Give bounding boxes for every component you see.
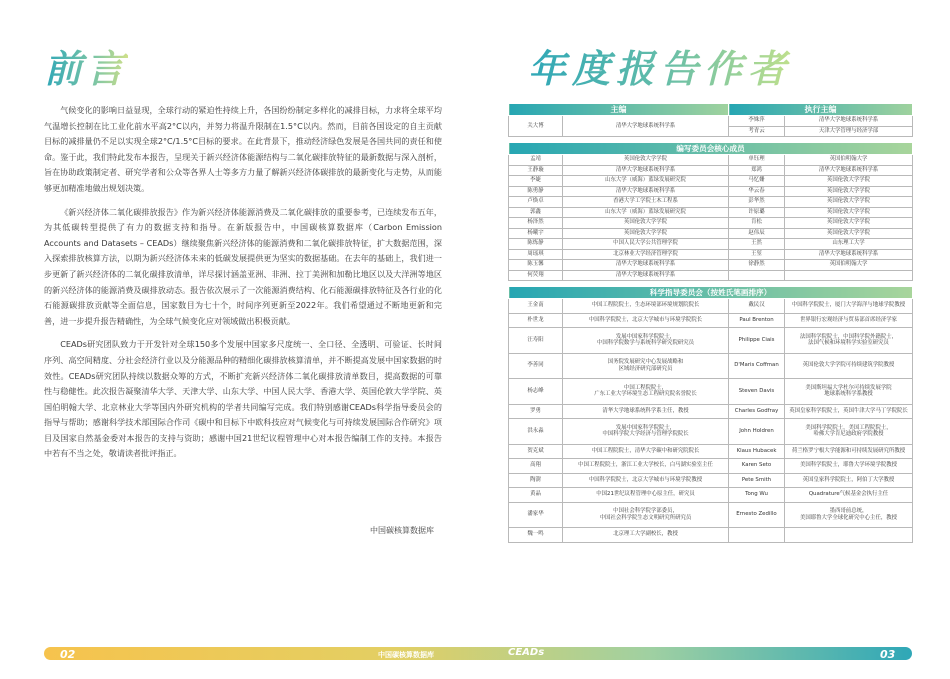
committee-name: 高翔 bbox=[509, 459, 563, 474]
table-row bbox=[509, 287, 913, 299]
table-row bbox=[509, 155, 913, 166]
committee-name: 黄晶 bbox=[509, 488, 563, 503]
member-name: 杨曦宇 bbox=[509, 228, 563, 239]
member-name: 赵伟辰 bbox=[729, 228, 785, 239]
member-name: 陈勇静 bbox=[509, 186, 563, 197]
table-row bbox=[509, 404, 913, 419]
committee-affiliation: 荷兰格罗宁根大学能源和可持续发展研究所教授 bbox=[785, 444, 913, 459]
committee-name: D'Maris Coffman bbox=[729, 353, 785, 379]
member-org: 山东理工大学 bbox=[785, 239, 913, 250]
footer-org: 中国碳核算数据库 bbox=[378, 651, 434, 659]
table-row bbox=[509, 473, 913, 488]
footer-logo-text: CEADs bbox=[508, 647, 545, 658]
committee-name: Pete Smith bbox=[729, 473, 785, 488]
member-org: 英国伦敦大学学院 bbox=[563, 218, 729, 229]
committee-affiliation: 美国斯坦福大学杜尔可持续发展学院 地球系统科学系教授 bbox=[785, 379, 913, 405]
table-row bbox=[509, 186, 913, 197]
member-org: 山东大学（威海）蓝绿发展研究院 bbox=[563, 176, 729, 187]
committee-affiliation: 英国皇家科学院院士，阿伯丁大学教授 bbox=[785, 473, 913, 488]
member-name: 许原璐 bbox=[729, 207, 785, 218]
member-name: 马忆姗 bbox=[729, 176, 785, 187]
preface-signature: 中国碳核算数据库 bbox=[370, 526, 434, 535]
committee-name: Klaus Hubacek bbox=[729, 444, 785, 459]
member-name: 徐静然 bbox=[729, 260, 785, 271]
member-org bbox=[785, 270, 913, 281]
committee-affiliation: 中国工程院院士，浙江工业大学校长，白马湖实验室主任 bbox=[563, 459, 729, 474]
table-row bbox=[509, 104, 913, 116]
committee-affiliation: 中国工程院院士，生态环境部环境规划院院长 bbox=[563, 299, 729, 314]
member-org: 清华大学地球系统科学系 bbox=[563, 165, 729, 176]
table-row bbox=[509, 143, 913, 155]
committee-name: 罗勇 bbox=[509, 404, 563, 419]
member-org: 北京林业大学经济管理学院 bbox=[563, 249, 729, 260]
member-org: 英国伯明翰大学 bbox=[785, 155, 913, 166]
table-row bbox=[509, 459, 913, 474]
member-org: 清华大学地球系统科学系 bbox=[563, 260, 729, 271]
member-org: 英国伦敦大学学院 bbox=[785, 207, 913, 218]
table-row bbox=[509, 353, 913, 379]
table-row bbox=[509, 502, 913, 528]
member-name: 王然 bbox=[729, 239, 785, 250]
member-org: 英国伦敦大学学院 bbox=[785, 186, 913, 197]
member-name: 郭鑫 bbox=[509, 207, 563, 218]
member-name: 周瑶琪 bbox=[509, 249, 563, 260]
committee-affiliation: Quadrature气候基金会执行主任 bbox=[785, 488, 913, 503]
table-row bbox=[509, 419, 913, 445]
member-org: 香港大学工学院土木工程系 bbox=[563, 197, 729, 208]
committee-name: 李善同 bbox=[509, 353, 563, 379]
committee-affiliation: 中国科学院院士，北京大学城市与环境学院院长 bbox=[563, 313, 729, 328]
committee-name: 陶澍 bbox=[509, 473, 563, 488]
table-row bbox=[509, 313, 913, 328]
member-org: 英国伯明翰大学 bbox=[785, 260, 913, 271]
table-row bbox=[509, 299, 913, 314]
committee-affiliation: 中国科学院院士，厦门大学海洋与地球学院教授 bbox=[785, 299, 913, 314]
preface-paragraph: CEADs研究团队致力于开发针对全球150多个发展中国家多尺度统一、全口径、全透明、可验证、长时间序列、高空间精度、分社会经济行业以及分能源品种的精细化碳排放核算清单，并不断提高发展中国家数据的时效性。CEADs研究团队持续以数据众筹的方式，不断扩充新兴经济体二氧化碳排放清单数目，提高数据的可靠性与稳健性。此次报告凝聚清华大学、天津大学、山东大学、中国人民大学、香港大学、英国伦敦大学学院、英国伯明翰大学、北京林业大学等国内外研究机构的学者共同编写完成。我们特别感谢CEADs科学指导委员会的指导与帮助；感谢科学技术部国际合作司《碳中和目标下中欧科技应对气候变化与可持续发展国际合作研究》项目及国家自然基金委对本报告的支持与资助；感谢中国21世纪议程管理中心对本报告编制工作的支持。本报告中若有不当之处，敬请读者批评指正。 bbox=[44, 339, 442, 459]
exec-editor-org: 天津大学管理与经济学部 bbox=[785, 126, 913, 137]
committee-affiliation: 美国科学院院士，耶鲁大学环境学院教授 bbox=[785, 459, 913, 474]
committee-affiliation: 国务院发展研究中心发展战略和 区域经济研究部研究员 bbox=[563, 353, 729, 379]
footer-bar bbox=[44, 647, 912, 660]
table-row bbox=[509, 328, 913, 354]
preface-paragraph: 《新兴经济体二氧化碳排放报告》作为新兴经济体能源消费及二氧化碳排放的重要参考，已连续发布五年，为其低碳转型提供了有力的数据支持和指导。在新版报告中，中国碳核算数据库（Carbon Emission Accounts and Datasets – CEADs）继续聚焦新兴经济体的能源消费和二氧化碳排放特征，扩大数据范围，深入探索排放核算方法，以期为新兴经济体未来的低碳发展提供更为坚实的数据基础。在去年的基础上，我们进一步更新了新兴经济体的二氧化碳排放清单，详尽探讨涵盖亚洲、非洲、拉丁美洲和加勒比地区以及大洋洲等地区的新兴经济体的能源消费及碳排放动态。报告依次展示了一次能源消费结构、化石能源碳排放特征及各行业的化石能源碳排放贡献等全面信息，国家数目为七十个，时间序列更新至2022年。我们希望通过不断地更新和完善，进一步提升报告精确性，为全球气候变化应对领域做出积极贡献。 bbox=[44, 206, 442, 326]
committee-affiliation: 中国科学院院士，北京大学城市与环境学院教授 bbox=[563, 473, 729, 488]
table-row bbox=[509, 260, 913, 271]
committee-affiliation: 北京理工大学副校长，教授 bbox=[563, 528, 729, 543]
exec-editor-org: 清华大学地球系统科学系 bbox=[785, 116, 913, 127]
authors-table bbox=[508, 103, 912, 543]
committee-name: Philippe Ciais bbox=[729, 328, 785, 354]
member-name: 王堃 bbox=[729, 249, 785, 260]
member-name: 陈玉馨 bbox=[509, 260, 563, 271]
committee-affiliation: 中国工程院院士，清华大学碳中和研究院院长 bbox=[563, 444, 729, 459]
member-org: 英国伦敦大学学院 bbox=[785, 218, 913, 229]
committee-name: Steven Davis bbox=[729, 379, 785, 405]
table-row bbox=[509, 379, 913, 405]
committee-affiliation: 清华大学地球系统科学系主任，教授 bbox=[563, 404, 729, 419]
member-name: 肯松 bbox=[729, 218, 785, 229]
committee-name: Tong Wu bbox=[729, 488, 785, 503]
committee-name bbox=[729, 528, 785, 543]
science-committee-header: 科学指导委员会（按姓氏笔画排序） bbox=[509, 287, 913, 299]
committee-name: 潘家华 bbox=[509, 502, 563, 528]
table-row bbox=[509, 176, 913, 187]
committee-affiliation: 英国伦敦大学学院可持续建筑学院教授 bbox=[785, 353, 913, 379]
committee-name: 杨志峰 bbox=[509, 379, 563, 405]
table-row bbox=[509, 488, 913, 503]
member-org: 英国伦敦大学学院 bbox=[563, 155, 729, 166]
table-row bbox=[509, 528, 913, 543]
core-members-header: 编写委员会核心成员 bbox=[509, 143, 913, 155]
committee-name: Charles Godfray bbox=[729, 404, 785, 419]
member-name: 何荧翔 bbox=[509, 270, 563, 281]
committee-affiliation: 发展中国家科学院院士， 中国科学院数学与系统科学研究院研究员 bbox=[563, 328, 729, 354]
table-row bbox=[509, 228, 913, 239]
member-name: 彭华然 bbox=[729, 197, 785, 208]
member-org: 英国伦敦大学学院 bbox=[785, 197, 913, 208]
table-row bbox=[509, 116, 913, 127]
table-row bbox=[509, 165, 913, 176]
committee-affiliation: 美国科学院院士，美国工程院院士， 哈佛大学肯尼迪政府学院教授 bbox=[785, 419, 913, 445]
member-org: 英国伦敦大学学院 bbox=[785, 228, 913, 239]
committee-affiliation: 墨西哥前总统， 美国耶鲁大学全球化研究中心主任，教授 bbox=[785, 502, 913, 528]
committee-affiliation: 发展中国家科学院院士， 中国科学院大学经济与管理学院院长 bbox=[563, 419, 729, 445]
committee-name: Ernesto Zedillo bbox=[729, 502, 785, 528]
authors-title: 年度报告作者 bbox=[528, 38, 792, 93]
table-row bbox=[509, 207, 913, 218]
member-name: 孟靖 bbox=[509, 155, 563, 166]
preface-title: 前言 bbox=[44, 38, 128, 93]
member-org: 清华大学地球系统科学系 bbox=[563, 270, 729, 281]
preface-body bbox=[44, 103, 442, 470]
exec-editor-name: 李姝萍 bbox=[729, 116, 785, 127]
member-org: 清华大学地球系统科学系 bbox=[563, 186, 729, 197]
page-number-left: 02 bbox=[60, 648, 76, 661]
member-org: 清华大学地球系统科学系 bbox=[785, 165, 913, 176]
committee-name: 汪寿阳 bbox=[509, 328, 563, 354]
preface-paragraph: 气候变化的影响日益显现，全球行动的紧迫性持续上升，各国纷纷制定多样化的减排目标，力求将全球平均气温增长控制在比工业化前水平高2°C以内，并努力将温升限制在1.5°C以内。然而，目前各国设定的自主贡献目标的减排量仍不足以实现全球2°C/1.5°C目标的要求。在此背景下，推动经济绿色发展是各国共同的责任和使命。鉴于此，我们特此发布本报告，呈现关于新兴经济体能源结构与二氧化碳排放特征的最新数据与深入剖析，旨在协助政策制定者、研究学者和公众等各界人士等多方力量了解新兴经济体碳排放的最新变化与走势，从而能够更加精准地做出规划决策。 bbox=[44, 105, 442, 193]
member-name bbox=[729, 270, 785, 281]
member-org: 山东大学（威海）蓝绿发展研究院 bbox=[563, 207, 729, 218]
footer-logo bbox=[508, 647, 544, 658]
committee-name: Karen Seto bbox=[729, 459, 785, 474]
committee-affiliation: 中国工程院院士， 广东工业大学环境生态工程研究院名誉院长 bbox=[563, 379, 729, 405]
member-name: 李婕 bbox=[509, 176, 563, 187]
committee-affiliation: 英国皇家科学院院士，英国牛津大学马丁学院院长 bbox=[785, 404, 913, 419]
member-name: 单钰理 bbox=[729, 155, 785, 166]
member-name: 杨泽然 bbox=[509, 218, 563, 229]
table-row bbox=[509, 270, 913, 281]
committee-name: 洪永淼 bbox=[509, 419, 563, 445]
exec-editor-name: 考青云 bbox=[729, 126, 785, 137]
committee-affiliation: 世界银行宏观经济与贸易部首席经济学家 bbox=[785, 313, 913, 328]
committee-name: 魏一鸣 bbox=[509, 528, 563, 543]
committee-affiliation: 中国社会科学院学部委员， 中国社会科学院生态文明研究所研究员 bbox=[563, 502, 729, 528]
table-row bbox=[509, 218, 913, 229]
member-org: 中国人民大学公共管理学院 bbox=[563, 239, 729, 250]
committee-name: 戴民汉 bbox=[729, 299, 785, 314]
member-org: 清华大学地球系统科学系 bbox=[785, 249, 913, 260]
member-name: 华云春 bbox=[729, 186, 785, 197]
member-name: 卢焕卓 bbox=[509, 197, 563, 208]
committee-name: 贺克斌 bbox=[509, 444, 563, 459]
committee-affiliation: 中国21世纪议程管理中心原主任，研究员 bbox=[563, 488, 729, 503]
member-org: 英国伦敦大学学院 bbox=[563, 228, 729, 239]
member-name: 陈炼静 bbox=[509, 239, 563, 250]
committee-name: John Holdren bbox=[729, 419, 785, 445]
committee-name: 王金南 bbox=[509, 299, 563, 314]
table-row bbox=[509, 197, 913, 208]
committee-name: 朴世龙 bbox=[509, 313, 563, 328]
member-name: 王静璇 bbox=[509, 165, 563, 176]
committee-affiliation: 法国科学院院士，中国科学院外籍院士， 法国气候和环境科学实验室研究员 bbox=[785, 328, 913, 354]
table-row bbox=[509, 444, 913, 459]
page-number-right: 03 bbox=[880, 648, 896, 661]
member-name: 郑鸿 bbox=[729, 165, 785, 176]
member-org: 英国伦敦大学学院 bbox=[785, 176, 913, 187]
table-row bbox=[509, 249, 913, 260]
chief-editor-header: 主编 bbox=[509, 104, 729, 116]
chief-editor-org: 清华大学地球系统科学系 bbox=[563, 116, 729, 137]
committee-name: Paul Brenton bbox=[729, 313, 785, 328]
exec-editor-header: 执行主编 bbox=[729, 104, 913, 116]
table-row bbox=[509, 239, 913, 250]
committee-affiliation bbox=[785, 528, 913, 543]
chief-editor-name: 关大博 bbox=[509, 116, 563, 137]
